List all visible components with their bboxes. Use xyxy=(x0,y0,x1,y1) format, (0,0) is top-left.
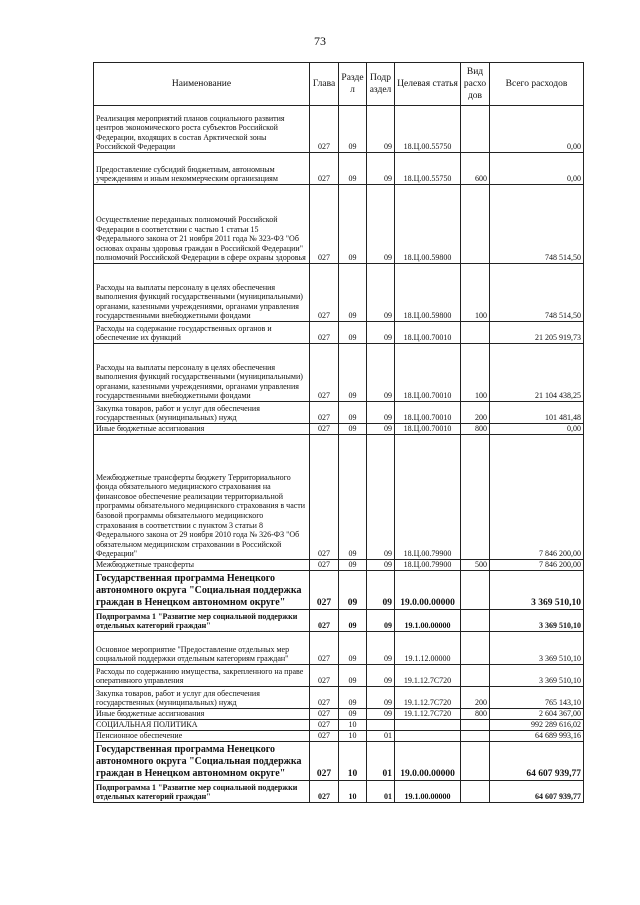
cell-name: Государственная программа Ненецкого автономного округа "Социальная поддержка граждан в Ненецком автономном округе" xyxy=(94,742,310,781)
cell-total: 2 604 367,00 xyxy=(490,709,584,720)
cell-name: Предоставление субсидий бюджетным, автономным учреждениям и иным некоммерческим организациям xyxy=(94,153,310,185)
cell-name: Пенсионное обеспечение xyxy=(94,731,310,742)
cell-total: 765 143,10 xyxy=(490,687,584,709)
cell-razdel: 10 xyxy=(339,742,367,781)
cell-vid xyxy=(461,185,490,264)
cell-glava: 027 xyxy=(310,687,339,709)
cell-razdel: 09 xyxy=(339,632,367,665)
cell-glava: 027 xyxy=(310,153,339,185)
cell-podrazdel: 09 xyxy=(367,322,395,344)
cell-name: Осуществление переданных полномочий Российской Федерации в соответствии с частью 1 статьи 15 Федерального закона от 21 ноября 2011 года № 323-ФЗ "Об основах охраны здоровья граждан в Российской Федерации" полномочий Российской Федерации в сфере охраны здоровья xyxy=(94,185,310,264)
cell-name: Закупка товаров, работ и услуг для обеспечения государственных (муниципальных) нужд xyxy=(94,402,310,424)
cell-glava: 027 xyxy=(310,665,339,687)
cell-vid xyxy=(461,720,490,731)
cell-article: 19.1.00.00000 xyxy=(395,781,461,803)
cell-article: 19.0.00.00000 xyxy=(395,742,461,781)
cell-glava: 027 xyxy=(310,720,339,731)
cell-vid: 800 xyxy=(461,424,490,435)
cell-podrazdel: 09 xyxy=(367,687,395,709)
cell-article: 19.1.12.7С720 xyxy=(395,709,461,720)
cell-razdel: 09 xyxy=(339,185,367,264)
cell-razdel: 09 xyxy=(339,571,367,610)
cell-article: 18.Ц.00.70010 xyxy=(395,322,461,344)
table-header-row xyxy=(94,63,584,106)
cell-total: 3 369 510,10 xyxy=(490,632,584,665)
cell-podrazdel: 09 xyxy=(367,571,395,610)
table-row xyxy=(94,610,584,632)
cell-razdel: 09 xyxy=(339,687,367,709)
cell-total: 21 104 438,25 xyxy=(490,344,584,402)
cell-total: 101 481,48 xyxy=(490,402,584,424)
table-row xyxy=(94,709,584,720)
cell-vid: 200 xyxy=(461,402,490,424)
cell-total: 7 846 200,00 xyxy=(490,435,584,560)
budget-table xyxy=(93,62,584,803)
cell-podrazdel: 09 xyxy=(367,610,395,632)
cell-article: 19.1.12.7С720 xyxy=(395,665,461,687)
table-row xyxy=(94,687,584,709)
cell-razdel: 10 xyxy=(339,781,367,803)
table-row xyxy=(94,742,584,781)
page-number: 73 xyxy=(314,34,326,48)
cell-vid xyxy=(461,632,490,665)
cell-name: Закупка товаров, работ и услуг для обеспечения государственных (муниципальных) нужд xyxy=(94,687,310,709)
cell-total: 7 846 200,00 xyxy=(490,560,584,571)
cell-article: 18.Ц.00.55750 xyxy=(395,106,461,153)
cell-podrazdel: 09 xyxy=(367,424,395,435)
table-row xyxy=(94,264,584,322)
table-row xyxy=(94,731,584,742)
cell-vid xyxy=(461,571,490,610)
table-row xyxy=(94,106,584,153)
cell-razdel: 09 xyxy=(339,264,367,322)
cell-article: 18.Ц.00.55750 xyxy=(395,153,461,185)
cell-razdel: 09 xyxy=(339,153,367,185)
cell-podrazdel: 09 xyxy=(367,106,395,153)
cell-name: Расходы на выплаты персоналу в целях обеспечения выполнения функций государственными (муниципальными) органами, казенными учреждениями, органами управления государственными внебюджетными фондами xyxy=(94,344,310,402)
cell-vid xyxy=(461,106,490,153)
table-row xyxy=(94,424,584,435)
cell-vid xyxy=(461,322,490,344)
cell-article: 19.0.00.00000 xyxy=(395,571,461,610)
cell-article xyxy=(395,720,461,731)
cell-name: Иные бюджетные ассигнования xyxy=(94,709,310,720)
cell-glava: 027 xyxy=(310,344,339,402)
cell-total: 3 369 510,10 xyxy=(490,665,584,687)
cell-glava: 027 xyxy=(310,106,339,153)
cell-total: 64 607 939,77 xyxy=(490,742,584,781)
cell-podrazdel: 09 xyxy=(367,632,395,665)
cell-name: Подпрограмма 1 "Развитие мер социальной поддержки отдельных категорий граждан" xyxy=(94,610,310,632)
cell-podrazdel: 09 xyxy=(367,185,395,264)
cell-glava: 027 xyxy=(310,185,339,264)
header-razdel: Разде л xyxy=(339,63,367,106)
cell-podrazdel: 01 xyxy=(367,731,395,742)
table-row xyxy=(94,185,584,264)
cell-article: 18.Ц.00.79900 xyxy=(395,560,461,571)
cell-total: 748 514,50 xyxy=(490,264,584,322)
cell-vid xyxy=(461,742,490,781)
cell-total: 748 514,50 xyxy=(490,185,584,264)
cell-glava: 027 xyxy=(310,402,339,424)
cell-razdel: 10 xyxy=(339,720,367,731)
cell-total: 3 369 510,10 xyxy=(490,571,584,610)
table-row xyxy=(94,720,584,731)
cell-vid xyxy=(461,781,490,803)
table-row xyxy=(94,435,584,560)
cell-article: 19.1.12.7С720 xyxy=(395,687,461,709)
cell-podrazdel: 01 xyxy=(367,742,395,781)
table-row xyxy=(94,153,584,185)
cell-glava: 027 xyxy=(310,781,339,803)
cell-name: Реализация мероприятий планов социального развития центров экономического роста субъектов Российской Федерации, входящих в состав Арктической зоны Российской Федерации xyxy=(94,106,310,153)
header-podrazdel: Подр аздел xyxy=(367,63,395,106)
cell-total: 21 205 919,73 xyxy=(490,322,584,344)
cell-podrazdel: 09 xyxy=(367,344,395,402)
cell-name: Иные бюджетные ассигнования xyxy=(94,424,310,435)
cell-total: 0,00 xyxy=(490,153,584,185)
cell-total: 3 369 510,10 xyxy=(490,610,584,632)
table-row xyxy=(94,781,584,803)
cell-glava: 027 xyxy=(310,322,339,344)
cell-total: 0,00 xyxy=(490,106,584,153)
cell-article: 18.Ц.00.79900 xyxy=(395,435,461,560)
cell-total: 64 607 939,77 xyxy=(490,781,584,803)
header-article: Целевая статья xyxy=(395,63,461,106)
cell-glava: 027 xyxy=(310,560,339,571)
table-row xyxy=(94,344,584,402)
cell-name: Расходы на содержание государственных органов и обеспечение их функций xyxy=(94,322,310,344)
cell-article: 19.1.00.00000 xyxy=(395,610,461,632)
cell-name: Основное мероприятие "Предоставление отдельных мер социальной поддержки отдельным категориям граждан" xyxy=(94,632,310,665)
cell-name: Межбюджетные трансферты бюджету Территориального фонда обязательного медицинского страхования на финансовое обеспечение реализации территориальной программы обязательного медицинского страхования в части базовой программы обязательного медицинского страхования в соответствии с пунктом 3 статьи 8 Федерального закона от 29 ноября 2010 года № 326-ФЗ "Об обязательном медицинском страховании в Российской Федерации" xyxy=(94,435,310,560)
cell-podrazdel: 01 xyxy=(367,781,395,803)
cell-vid xyxy=(461,435,490,560)
cell-vid: 600 xyxy=(461,153,490,185)
cell-article xyxy=(395,731,461,742)
cell-total: 992 289 616,02 xyxy=(490,720,584,731)
table-row xyxy=(94,571,584,610)
cell-vid xyxy=(461,610,490,632)
table-row xyxy=(94,632,584,665)
cell-name: Расходы на выплаты персоналу в целях обеспечения выполнения функций государственными (муниципальными) органами, казенными учреждениями, органами управления государственными внебюджетными фондами xyxy=(94,264,310,322)
cell-glava: 027 xyxy=(310,424,339,435)
cell-total: 0,00 xyxy=(490,424,584,435)
header-total: Всего расходов xyxy=(490,63,584,106)
cell-podrazdel: 09 xyxy=(367,402,395,424)
cell-razdel: 09 xyxy=(339,665,367,687)
header-glava: Глава xyxy=(310,63,339,106)
table-row xyxy=(94,560,584,571)
cell-podrazdel: 09 xyxy=(367,435,395,560)
cell-razdel: 09 xyxy=(339,435,367,560)
cell-article: 18.Ц.00.59800 xyxy=(395,264,461,322)
cell-vid xyxy=(461,665,490,687)
cell-razdel: 09 xyxy=(339,322,367,344)
cell-article: 18.Ц.00.59800 xyxy=(395,185,461,264)
cell-vid: 100 xyxy=(461,264,490,322)
cell-name: Государственная программа Ненецкого автономного округа "Социальная поддержка граждан в Ненецком автономном округе" xyxy=(94,571,310,610)
cell-vid: 200 xyxy=(461,687,490,709)
cell-name: СОЦИАЛЬНАЯ ПОЛИТИКА xyxy=(94,720,310,731)
cell-razdel: 09 xyxy=(339,106,367,153)
cell-razdel: 09 xyxy=(339,344,367,402)
cell-podrazdel: 09 xyxy=(367,709,395,720)
cell-razdel: 10 xyxy=(339,731,367,742)
cell-vid: 100 xyxy=(461,344,490,402)
cell-razdel: 09 xyxy=(339,610,367,632)
cell-razdel: 09 xyxy=(339,709,367,720)
cell-glava: 027 xyxy=(310,709,339,720)
cell-article: 19.1.12.00000 xyxy=(395,632,461,665)
cell-name: Межбюджетные трансферты xyxy=(94,560,310,571)
table-row xyxy=(94,402,584,424)
cell-razdel: 09 xyxy=(339,402,367,424)
table-row xyxy=(94,322,584,344)
cell-article: 18.Ц.00.70010 xyxy=(395,424,461,435)
cell-article: 18.Ц.00.70010 xyxy=(395,402,461,424)
cell-vid: 500 xyxy=(461,560,490,571)
cell-podrazdel: 09 xyxy=(367,153,395,185)
cell-total: 64 689 993,16 xyxy=(490,731,584,742)
cell-article: 18.Ц.00.70010 xyxy=(395,344,461,402)
header-name: Наименование xyxy=(94,63,310,106)
cell-podrazdel: 09 xyxy=(367,264,395,322)
cell-podrazdel: 09 xyxy=(367,665,395,687)
cell-razdel: 09 xyxy=(339,424,367,435)
cell-name: Подпрограмма 1 "Развитие мер социальной поддержки отдельных категорий граждан" xyxy=(94,781,310,803)
cell-podrazdel xyxy=(367,720,395,731)
cell-glava: 027 xyxy=(310,632,339,665)
cell-vid xyxy=(461,731,490,742)
cell-glava: 027 xyxy=(310,610,339,632)
cell-glava: 027 xyxy=(310,742,339,781)
cell-podrazdel: 09 xyxy=(367,560,395,571)
cell-name: Расходы по содержанию имущества, закрепленного на праве оперативного управления xyxy=(94,665,310,687)
cell-glava: 027 xyxy=(310,435,339,560)
cell-glava: 027 xyxy=(310,264,339,322)
cell-vid: 800 xyxy=(461,709,490,720)
cell-razdel: 09 xyxy=(339,560,367,571)
cell-glava: 027 xyxy=(310,571,339,610)
table-row xyxy=(94,665,584,687)
cell-glava: 027 xyxy=(310,731,339,742)
header-vid: Вид расхо дов xyxy=(461,63,490,106)
